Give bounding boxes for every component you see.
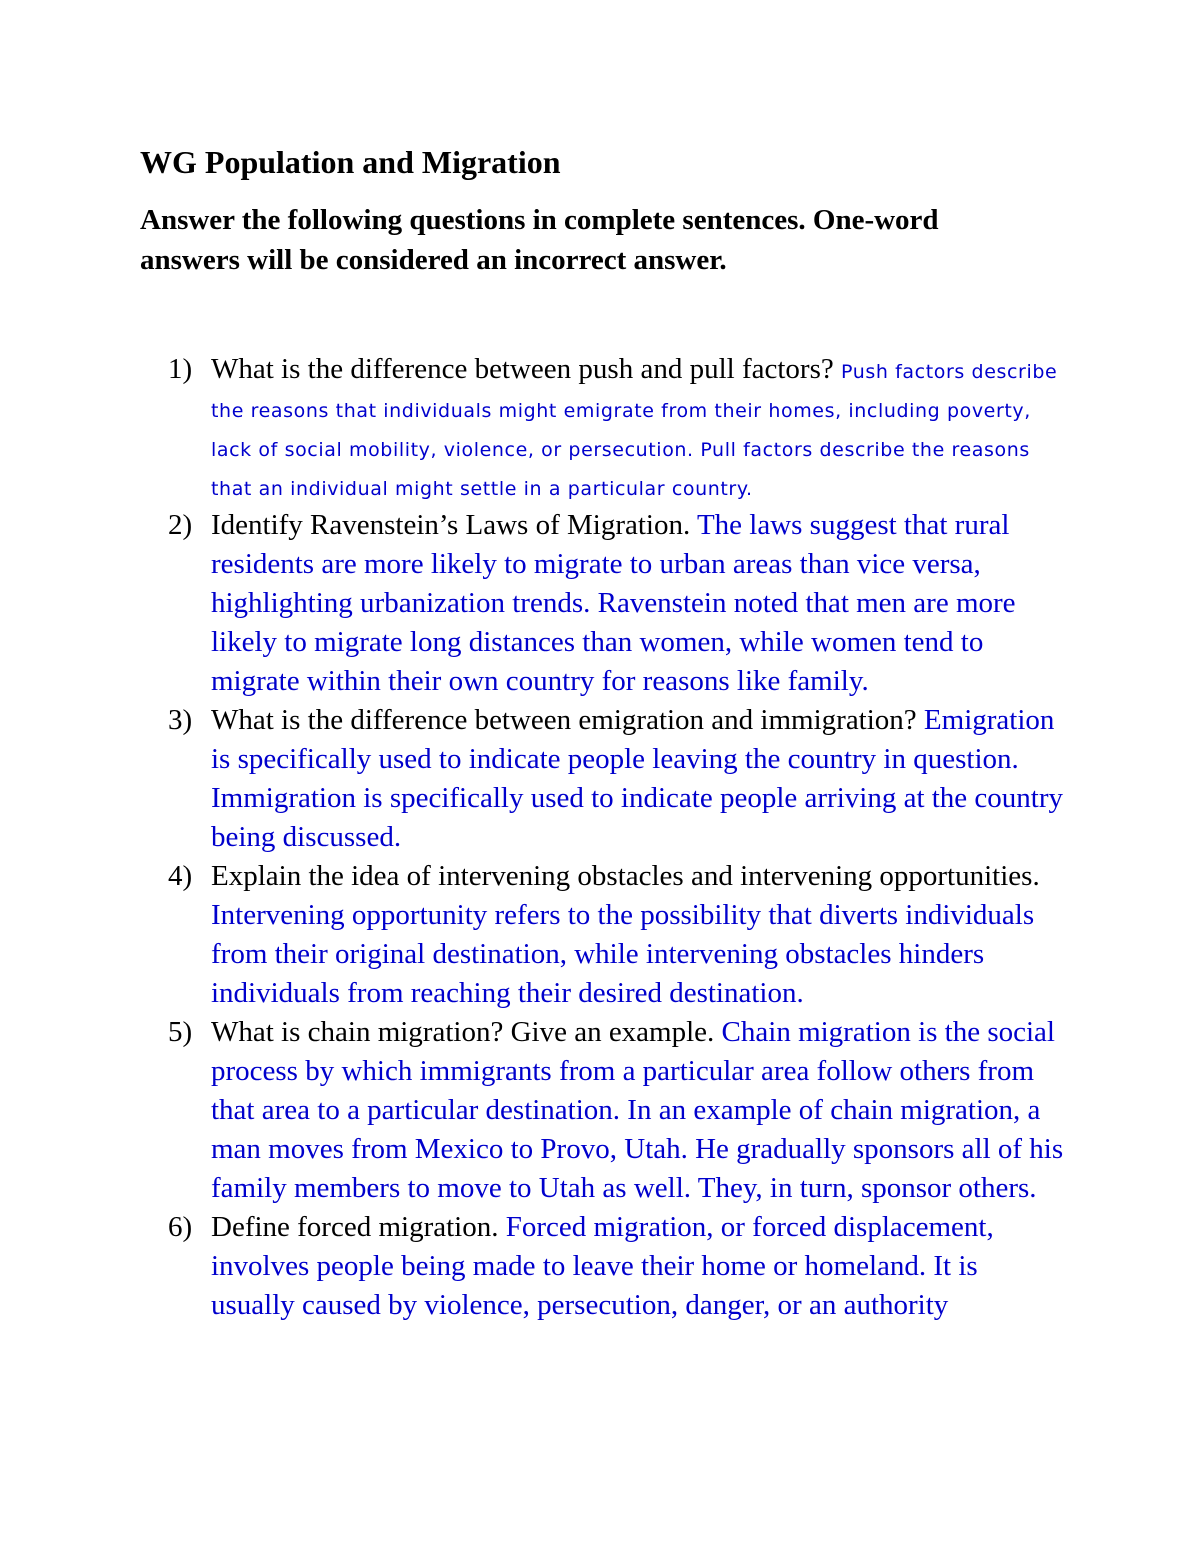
document-title: WG Population and Migration xyxy=(140,144,561,180)
question-item-2 xyxy=(168,506,1068,701)
question-text: Define forced migration. xyxy=(211,1211,506,1243)
question-number: 1) xyxy=(168,353,193,385)
answer-text: Chain migration is the social process by which immigrants from a particular area follow others from that area to a particular destination. In an example of chain migration, a man moves from Mexico to Provo, Utah. He gradually sponsors all of his family members to move to Utah as well. They, in turn, sponsor others. xyxy=(211,1016,1064,1204)
question-item-4 xyxy=(168,857,1068,1013)
question-text: What is chain migration? Give an example. xyxy=(211,1016,722,1048)
question-item-1 xyxy=(168,350,1068,506)
question-number: 5) xyxy=(168,1016,193,1048)
question-text: Identify Ravenstein’s Laws of Migration. xyxy=(211,509,697,541)
question-list xyxy=(168,350,1068,1325)
answer-text: Emigration is specifically used to indicate people leaving the country in question. Immigration is specifically used to indicate people arriving at the country being discussed. xyxy=(211,704,1064,853)
question-number: 4) xyxy=(168,860,193,892)
answer-text: The laws suggest that rural residents are more likely to migrate to urban areas than vice versa, highlighting urbanization trends. Ravenstein noted that men are more likely to migrate long distances than women, while women tend to migrate within their own country for reasons like family. xyxy=(211,509,1016,697)
question-text: What is the difference between push and pull factors? xyxy=(211,353,841,385)
answer-text: Forced migration, or forced displacement, involves people being made to leave their home or homeland. It is usually caused by violence, persecution, danger, or an authority xyxy=(211,1211,994,1321)
question-text: What is the difference between emigration and immigration? xyxy=(211,704,924,736)
question-text: Explain the idea of intervening obstacles and intervening opportunities. xyxy=(211,860,1040,892)
question-number: 2) xyxy=(168,509,193,541)
question-item-6 xyxy=(168,1208,1068,1325)
question-number: 6) xyxy=(168,1211,193,1243)
question-number: 3) xyxy=(168,704,193,736)
answer-text: Intervening opportunity refers to the possibility that diverts individuals from their original destination, while intervening obstacles hinders individuals from reaching their desired destination. xyxy=(211,899,1035,1009)
question-item-5 xyxy=(168,1013,1068,1208)
answer-text: Push factors describe the reasons that individuals might emigrate from their homes, including poverty, lack of social mobility, violence, or persecution. Pull factors describe the reasons that an individual might settle in a particular country. xyxy=(211,361,1058,500)
instructions-text: Answer the following questions in complete sentences. One-word answers will be considered an incorrect answer. xyxy=(140,204,939,276)
question-item-3 xyxy=(168,701,1068,857)
